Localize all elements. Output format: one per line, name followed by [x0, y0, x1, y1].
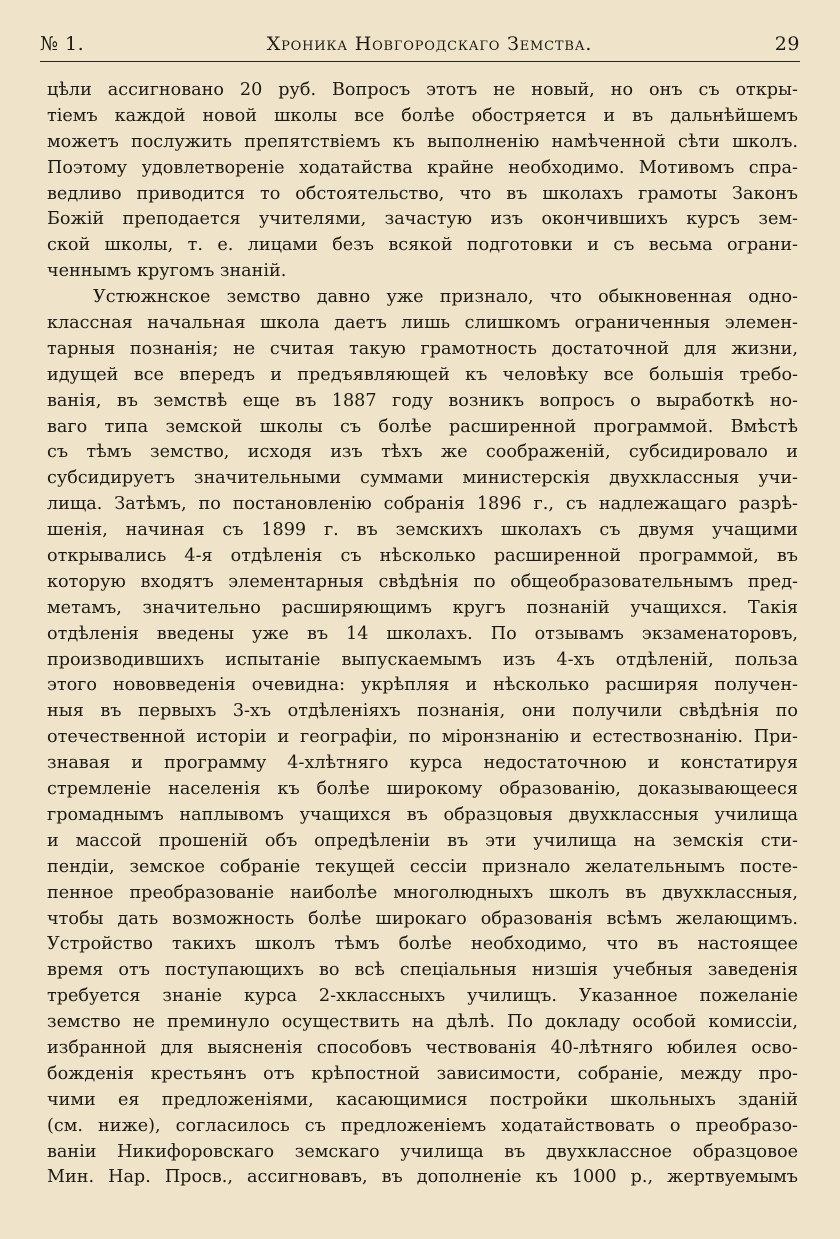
text-line: пендіи, земское собраніе текущей сессіи признало желательнымъ посте-	[47, 856, 798, 877]
text-line: лища. Затѣмъ, по постановленію собранія 1896 г., съ надлежащаго разрѣ-	[47, 494, 798, 515]
text-line: ваго типа земской школы съ болѣе расширенной программой. Вмѣстѣ	[47, 416, 798, 437]
text-line: тарныя познанія; не считая такую грамотность достаточной для жизни,	[47, 338, 798, 359]
text-line: классная начальная школа даетъ лишь слишкомъ ограниченныя элемен-	[47, 313, 798, 334]
text-line: знавая и программу 4-хлѣтняго курса недостаточною и констатируя	[47, 753, 798, 774]
text-line: этого нововведенія очевидна: укрѣпляя и нѣсколько расширяя получен-	[47, 675, 798, 696]
text-line: громаднымъ наплывомъ учащихся въ образцовыя двухклассныя училища	[47, 804, 798, 825]
text-line: Божій преподается учителями, зачастую изъ окончившихъ курсъ зем-	[47, 209, 798, 230]
text-line: (см. ниже), согласилось съ предложеніемъ ходатайствовать о преобразо-	[47, 1115, 798, 1136]
issue-number: № 1.	[40, 33, 85, 55]
text-line: ныя въ первыхъ 3-хъ отдѣленіяхъ познанія, они получили свѣдѣнія по	[47, 701, 798, 722]
text-line: ванія, въ земствѣ еще въ 1887 году возникъ вопросъ о выработкѣ но-	[47, 390, 798, 411]
text-line: отечественной исторіи и географіи, по міронзнанію и естествознанію. При-	[47, 727, 798, 748]
text-line: чтобы дать возможность болѣе широкаго образованія всѣмъ желающимъ.	[47, 908, 798, 929]
header-rule	[40, 61, 800, 62]
text-line: ваніи Никифоровскаго земскаго училища въ двухклассное образцовое	[47, 1141, 798, 1162]
text-line: открывались 4-я отдѣленія съ нѣсколько расширенной программой, въ	[47, 546, 798, 567]
text-line: Поэтому удовлетвореніе ходатайства крайне необходимо. Мотивомъ спра-	[47, 157, 798, 178]
text-line: цѣли ассигновано 20 руб. Вопросъ этотъ не новый, но онъ съ откры-	[47, 80, 798, 100]
text-line: производившихъ испытаніе выпускаемымъ изъ 4-хъ отдѣленій, польза	[47, 649, 798, 670]
text-line: пенное преобразованіе наиболѣе многолюдныхъ школъ въ двухклассныя,	[47, 882, 798, 903]
running-head	[40, 30, 800, 58]
text-line: идущей все впередъ и предъявляющей къ человѣку все большія требо-	[47, 364, 798, 385]
text-line: и массой прошеній объ опредѣленіи въ эти училища на земскія сти-	[47, 830, 798, 851]
text-line: ской школы, т. е. лицами безъ всякой подготовки и съ весьма ограни-	[47, 235, 798, 256]
text-line: субсидируетъ значительными суммами министерскія двухклассныя учи-	[47, 468, 798, 489]
text-line: Мин. Нар. Просв., ассигновавъ, въ дополненіе къ 1000 р., жертвуемымъ	[47, 1167, 798, 1188]
text-line: требуется знаніе курса 2-хклассныхъ училищъ. Указанное пожеланіе	[47, 986, 798, 1007]
text-line: съ тѣмъ земство, исходя изъ тѣхъ же соображеній, субсидировало и	[47, 442, 798, 463]
text-line: можетъ послужить препятствіемъ къ выполненію намѣченной сѣти школъ.	[47, 131, 798, 152]
journal-title: Хроника Новгородскаго Земства.	[266, 33, 593, 55]
text-line: тіемъ каждой новой школы все болѣе обостряется и въ дальнѣйшемъ	[47, 105, 798, 126]
text-line: чими ея предложеніями, касающимися постройки школьныхъ зданій	[47, 1089, 798, 1110]
text-line: отдѣленія введены уже въ 14 школахъ. По отзывамъ экзаменаторовъ,	[47, 623, 798, 644]
text-line: земство не преминуло осуществить на дѣлѣ. По докладу особой комиссіи,	[47, 1012, 798, 1033]
text-line: божденія крестьянъ отъ крѣпостной зависимости, собраніе, между про-	[47, 1063, 798, 1084]
body-text	[47, 78, 798, 1191]
text-line: которую входятъ элементарныя свѣдѣнія по общеобразовательнымъ пред-	[47, 571, 798, 592]
text-line: метамъ, значительно расширяющимъ кругъ познаній учащихся. Такія	[47, 597, 798, 618]
text-line: стремленіе населенія къ болѣе широкому образованію, доказывающееся	[47, 779, 798, 800]
text-line: ведливо приводится то обстоятельство, что въ школахъ грамоты Законъ	[47, 183, 798, 204]
text-line: шенія, начиная съ 1899 г. въ земскихъ школахъ съ двумя учащими	[47, 520, 798, 541]
text-line: Устюжнское земство давно уже признало, что обыкновенная одно-	[93, 287, 798, 308]
text-line: ченнымъ кругомъ знаній.	[47, 261, 287, 282]
page-number: 29	[774, 33, 800, 55]
text-line: время отъ поступающихъ во всѣ спеціальныя низшія учебныя заведенія	[47, 960, 798, 981]
text-line: избранной для выясненія способовъ чествованія 40-лѣтняго юбилея осво-	[47, 1037, 798, 1058]
text-line: Устройство такихъ школъ тѣмъ болѣе необходимо, что въ настоящее	[47, 934, 798, 955]
